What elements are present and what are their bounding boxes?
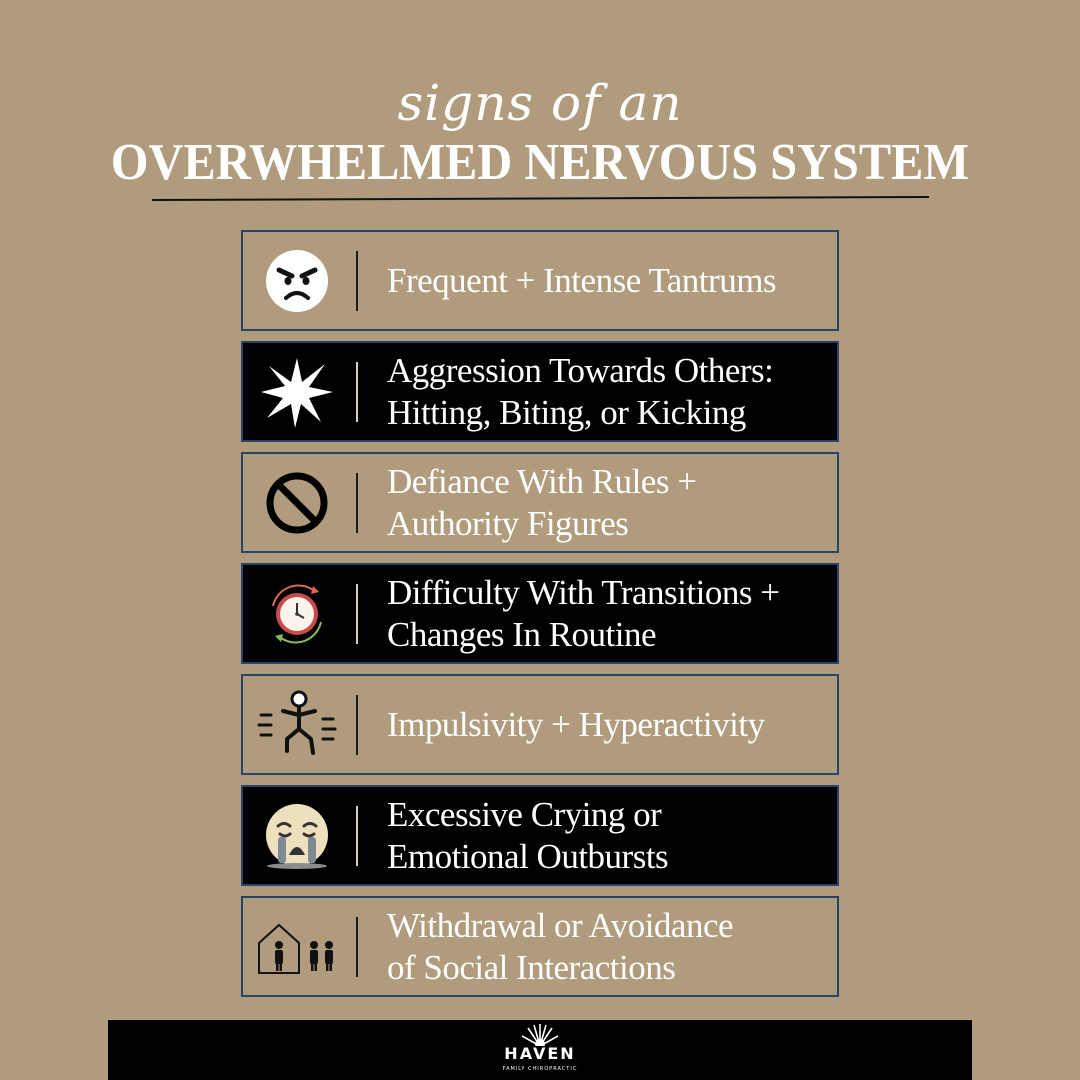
item-label: Difficulty With Transitions + Changes In Routine — [387, 572, 780, 654]
signs-list — [241, 230, 839, 1007]
item-label: Excessive Crying or Emotional Outbursts — [387, 794, 669, 876]
item-label: Withdrawal or Avoidance of Social Interactions — [387, 905, 734, 987]
list-item-defiance — [241, 452, 839, 553]
separator — [356, 695, 358, 755]
page-title: OVERWHELMED NERVOUS SYSTEM — [110, 134, 970, 191]
haven-logo — [480, 1022, 600, 1080]
list-item-tantrums — [241, 230, 839, 331]
separator — [356, 584, 358, 644]
separator — [356, 251, 358, 311]
item-label: Impulsivity + Hyperactivity — [387, 704, 765, 744]
subtitle: signs of an — [397, 74, 683, 132]
list-item-withdrawal — [241, 896, 839, 997]
separator — [356, 917, 358, 977]
item-label: Aggression Towards Others: Hitting, Biting, or Kicking — [387, 350, 774, 432]
logo-wordmark: HAVEN — [504, 1044, 576, 1063]
isolated-person-icon — [257, 907, 337, 987]
list-item-crying — [241, 785, 839, 886]
header — [0, 68, 1080, 192]
separator — [356, 473, 358, 533]
logo-tagline: FAMILY CHIROPRACTIC — [502, 1066, 578, 1072]
footer-bar — [108, 1020, 972, 1080]
burst-icon — [257, 352, 337, 432]
jumping-person-icon — [257, 685, 337, 765]
title-divider — [152, 196, 929, 201]
list-item-transitions — [241, 563, 839, 664]
list-item-impulsivity — [241, 674, 839, 775]
list-item-aggression — [241, 341, 839, 442]
item-label: Defiance With Rules + Authority Figures — [387, 461, 697, 543]
separator — [356, 362, 358, 422]
prohibited-icon — [257, 463, 337, 543]
sunburst-icon — [520, 1022, 560, 1046]
item-label: Frequent + Intense Tantrums — [387, 260, 777, 300]
separator — [356, 806, 358, 866]
angry-face-icon — [257, 241, 337, 321]
crying-face-icon — [257, 796, 337, 876]
clock-cycle-icon — [257, 574, 337, 654]
